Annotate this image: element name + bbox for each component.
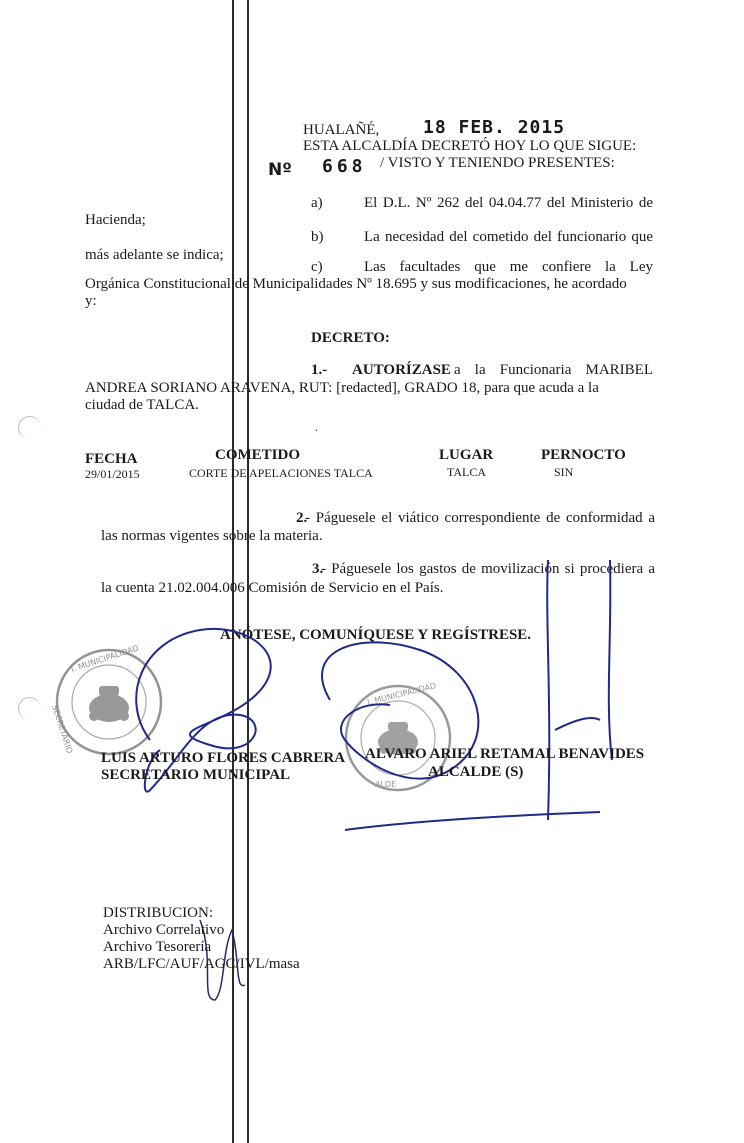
- dot-mark: .: [315, 420, 318, 434]
- item1-tail: a la Funcionaria MARIBEL: [454, 362, 653, 378]
- signer-right-name: ALVARO ARIEL RETAMAL BENAVIDES: [365, 746, 645, 762]
- item2-number: 2.: [296, 510, 308, 526]
- consideration-a-cont: Hacienda;: [85, 212, 146, 228]
- item1-number: 1.-: [311, 362, 328, 378]
- consideration-b-text: La necesidad del cometido del funcionario que: [364, 229, 653, 245]
- municipal-seal-left: [50, 643, 161, 754]
- decreto-title: DECRETO:: [311, 330, 390, 346]
- consideration-b-cont: más adelante se indica;: [85, 247, 224, 263]
- signer-left-name: LUIS ARTURO FLORES CABRERA: [101, 750, 346, 766]
- distribution-item-1: Archivo Correlativo: [103, 922, 225, 938]
- consideration-c-letter: c): [311, 259, 323, 275]
- consideration-c-cont2: y:: [85, 293, 97, 309]
- item3-cont: la cuenta 21.02.004.006 Comisión de Servicio en el País.: [101, 580, 444, 596]
- item3-text: - Páguesele los gastos de movilización si procediera a: [321, 561, 655, 577]
- decree-line: ESTA ALCALDÍA DECRETÓ HOY LO QUE SIGUE:: [303, 138, 637, 154]
- item1-verb: AUTORÍZASE: [352, 362, 451, 378]
- svg-text:ALDE: ALDE: [375, 780, 397, 789]
- item2-cont: las normas vigentes sobre la materia.: [101, 528, 323, 544]
- svg-text:I. MUNICIPALIDAD: I. MUNICIPALIDAD: [366, 681, 438, 707]
- item1-line3: ciudad de TALCA.: [85, 397, 199, 413]
- consideration-c-cont: Orgánica Constitucional de Municipalidades Nº 18.695 y sus modificaciones, he acordado: [85, 276, 627, 292]
- table-cell-pernocto: SIN: [554, 465, 574, 479]
- item3-number: 3.: [312, 561, 324, 577]
- table-cell-fecha: 29/01/2015: [85, 467, 140, 481]
- table-header-cometido: COMETIDO: [215, 447, 301, 463]
- number-prefix: Nº: [268, 160, 292, 180]
- item1-line2: ANDREA SORIANO ARAVENA, RUT: [redacted], GRADO 18, para que acuda a la: [85, 380, 599, 396]
- svg-text:I. MUNICIPALIDAD: I. MUNICIPALIDAD: [69, 643, 140, 674]
- signer-right-title: ALCALDE (S): [428, 764, 524, 780]
- distribution-title: DISTRIBUCION:: [103, 905, 214, 921]
- consideration-a-text: El D.L. Nº 262 del 04.04.77 del Ministerio de: [364, 195, 653, 211]
- consideration-b-letter: b): [311, 229, 324, 245]
- table-header-pernocto: PERNOCTO: [541, 447, 626, 463]
- distribution-item-2: Archivo Tesorería: [103, 939, 212, 955]
- table-cell-lugar: TALCA: [447, 465, 487, 479]
- table-header-fecha: FECHA: [85, 451, 138, 467]
- distribution-item-3: ARB/LFC/AUF/AGC/IVL/masa: [103, 956, 300, 972]
- visto-line: / VISTO Y TENIENDO PRESENTES:: [380, 155, 615, 171]
- date-stamp: 18 FEB. 2015: [423, 117, 566, 138]
- consideration-c-text: Las facultades que me confiere la Ley: [364, 259, 653, 275]
- signer-left-title: SECRETARIO MUNICIPAL: [101, 767, 291, 783]
- consideration-a-letter: a): [311, 195, 323, 211]
- table-header-lugar: LUGAR: [439, 447, 494, 463]
- place: HUALAÑÉ,: [303, 122, 380, 138]
- table-cell-cometido: CORTE DE APELACIONES TALCA: [189, 466, 373, 480]
- svg-text:SECRETARIO: SECRETARIO: [50, 703, 75, 755]
- closing-line: ANÓTESE, COMUNÍQUESE Y REGÍSTRESE.: [220, 627, 532, 643]
- item2-text: - Páguesele el viático correspondiente de conformidad a: [305, 510, 655, 526]
- decree-number: 668: [322, 156, 367, 177]
